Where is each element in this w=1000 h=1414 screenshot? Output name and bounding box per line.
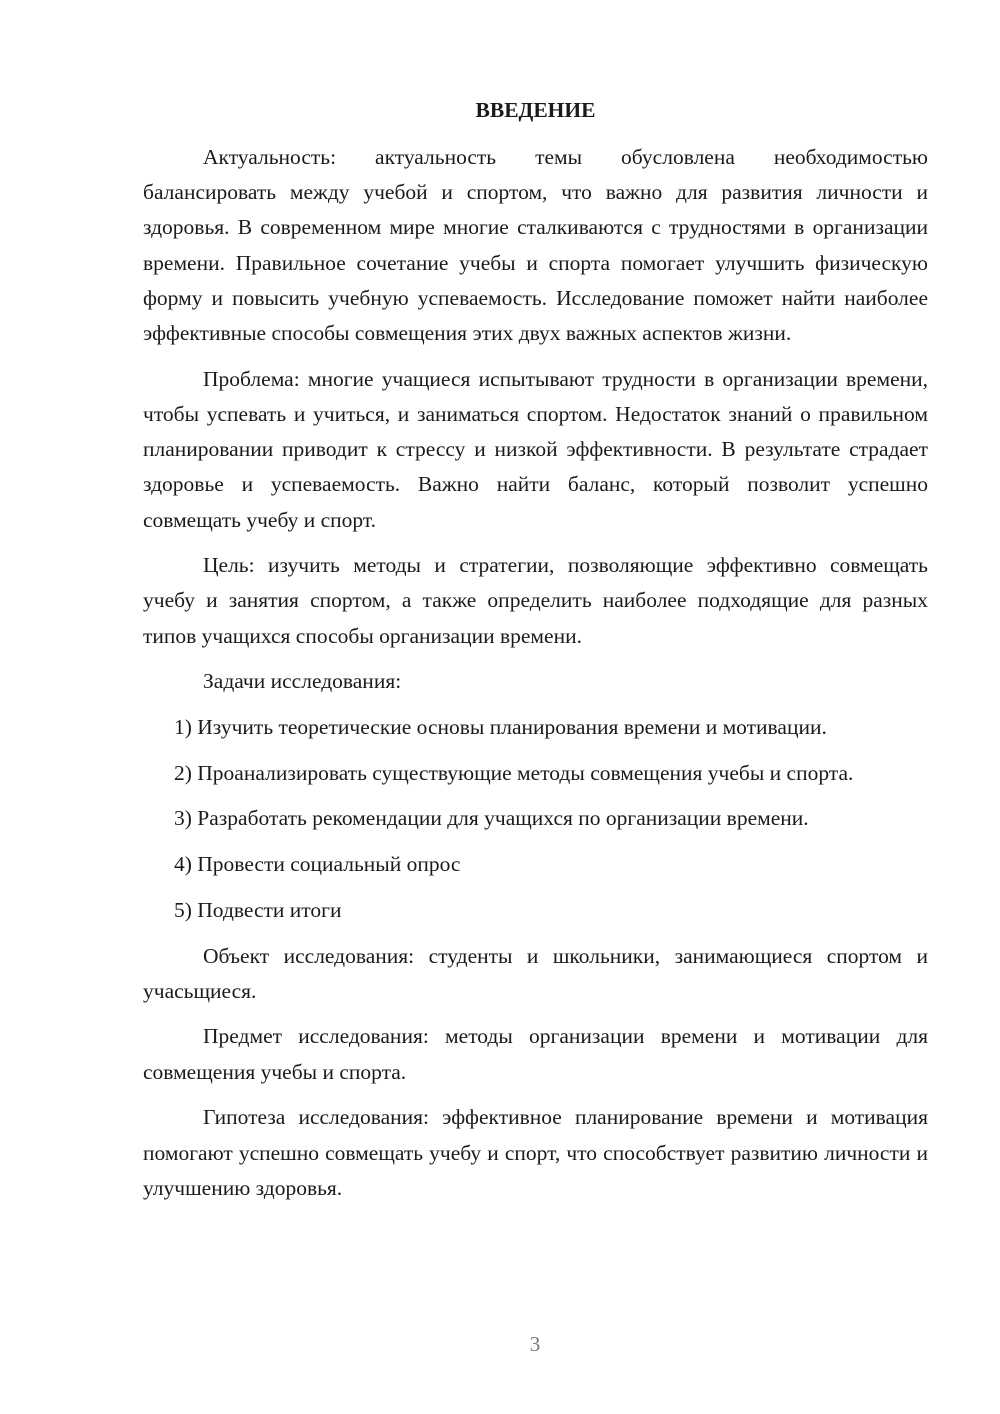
paragraph-goal: Цель: изучить методы и стратегии, позволяющие эффективно совмещать учебу и занятия спортом, а также определить наиболее подходящие для разных типов учащихся способы организации времени. [143, 553, 928, 648]
paragraph-problem: Проблема: многие учащиеся испытывают трудности в организации времени, чтобы успевать и учиться, и заниматься спортом. Недостаток знаний о правильном планировании приводит к стрессу и низкой эффективности. В результате страдает здоровье и успеваемость. Важно найти баланс, который позволит успешно совмещать учебу и спорт. [143, 366, 928, 532]
document-title: ВВЕДЕНИЕ [475, 98, 596, 122]
document-page [143, 93, 928, 1216]
task-item-3: 3) Разработать рекомендации для учащихся по организации времени. [174, 806, 809, 831]
paragraph-relevance: Актуальность: актуальность темы обусловлена необходимостью балансировать между учебой и спортом, что важно для развития личности и здоровья. В современном мире многие сталкиваются с трудностями в организации времени. Правильное сочетание учебы и спорта помогает улучшить физическую форму и повысить учебную успеваемость. Исследование поможет найти наиболее эффективные способы совмещения этих двух важных аспектов жизни. [143, 145, 928, 346]
paragraph-object: Объект исследования: студенты и школьники, занимающиеся спортом и учасьщиеся. [143, 943, 928, 1003]
task-item-4: 4) Провести социальный опрос [174, 852, 461, 877]
task-item-2: 2) Проанализировать существующие методы совмещения учебы и спорта. [174, 760, 854, 785]
tasks-heading: Задачи исследования: [203, 669, 402, 694]
task-item-1: 1) Изучить теоретические основы планирования времени и мотивации. [174, 715, 827, 740]
page-number: 3 [529, 1332, 541, 1356]
task-item-5: 5) Подвести итоги [174, 897, 342, 922]
paragraph-subject: Предмет исследования: методы организации времени и мотивации для совмещения учебы и спорта. [143, 1024, 928, 1084]
paragraph-hypothesis: Гипотеза исследования: эффективное планирование времени и мотивация помогают успешно совмещать учебу и спорт, что способствует развитию личности и улучшению здоровья. [143, 1105, 928, 1200]
